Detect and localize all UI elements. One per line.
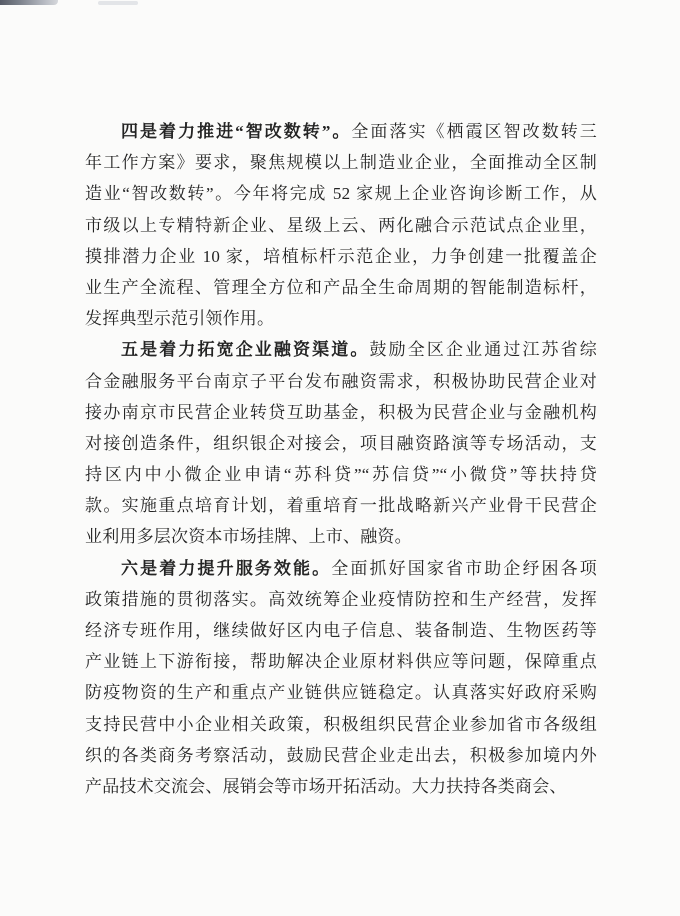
text-line bbox=[85, 615, 597, 646]
line-text: 织的各类商务考察活动，鼓励民营企业走出去，积极参加境内外 bbox=[85, 745, 597, 765]
line-text: 造业“智改数转”。今年将完成 52 家规上企业咨询诊断工作，从 bbox=[85, 184, 597, 204]
line-text: 市级以上专精特新企业、星级上云、两化融合示范试点企业里， bbox=[85, 215, 597, 235]
line-text: 对接创造条件，组织银企对接会，项目融资路演等专场活动，支 bbox=[85, 433, 597, 453]
text-line bbox=[85, 709, 597, 740]
line-text: 鼓励全区企业通过江苏省综 bbox=[369, 340, 597, 360]
text-line bbox=[85, 490, 597, 521]
paragraph-lead: 六是着力提升服务效能。 bbox=[121, 558, 332, 578]
text-line bbox=[85, 397, 597, 428]
line-text: 摸排潜力企业 10 家，培植标杆示范企业，力争创建一批覆盖企 bbox=[85, 246, 597, 266]
text-line bbox=[85, 366, 597, 397]
text-line bbox=[85, 178, 597, 209]
line-text: 政策措施的贯彻落实。高效统筹企业疫情防控和生产经营，发挥 bbox=[85, 589, 597, 609]
line-text: 防疫物资的生产和重点产业链供应链稳定。认真落实好政府采购 bbox=[85, 683, 597, 703]
paragraph-4 bbox=[85, 116, 597, 334]
text-line bbox=[85, 521, 597, 552]
line-text: 业利用多层次资本市场挂牌、上市、融资。 bbox=[85, 527, 412, 547]
line-text: 发挥典型示范引领作用。 bbox=[85, 309, 275, 329]
line-text: 全面抓好国家省市助企纾困各项 bbox=[331, 558, 597, 578]
line-text: 合金融服务平台南京子平台发布融资需求，积极协助民营企业对 bbox=[85, 371, 597, 391]
text-line bbox=[85, 116, 597, 147]
text-line bbox=[85, 771, 597, 802]
text-line bbox=[85, 646, 597, 677]
paragraph-5 bbox=[85, 334, 597, 552]
text-line bbox=[85, 241, 597, 272]
line-text: 全面落实《栖霞区智改数转三 bbox=[351, 122, 597, 141]
text-line bbox=[85, 740, 597, 771]
text-line bbox=[85, 303, 597, 334]
text-line bbox=[85, 147, 597, 178]
text-line bbox=[85, 428, 597, 459]
line-text: 款。实施重点培育计划，着重培育一批战略新兴产业骨干民营企 bbox=[85, 496, 597, 516]
line-text: 接办南京市民营企业转贷互助基金，积极为民营企业与金融机构 bbox=[85, 402, 597, 422]
line-text: 产业链上下游衔接，帮助解决企业原材料供应等问题，保障重点 bbox=[85, 652, 597, 672]
line-text: 持区内中小微企业申请“苏科贷”“苏信贷”“小微贷”等扶持贷 bbox=[85, 465, 597, 485]
text-line bbox=[85, 272, 597, 303]
text-line bbox=[85, 334, 597, 365]
text-line bbox=[85, 584, 597, 615]
line-text: 年工作方案》要求，聚焦规模以上制造业企业，全面推动全区制 bbox=[85, 153, 597, 173]
paragraph-lead: 四是着力推进“智改数转”。 bbox=[121, 122, 352, 141]
line-text: 业生产全流程、管理全方位和产品全生命周期的智能制造标杆， bbox=[85, 277, 597, 297]
line-text: 产品技术交流会、展销会等市场开拓活动。大力扶持各类商会、 bbox=[85, 776, 567, 796]
text-line bbox=[85, 553, 597, 584]
paragraph-lead: 五是着力拓宽企业融资渠道。 bbox=[121, 340, 370, 360]
line-text: 经济专班作用，继续做好区内电子信息、装备制造、生物医药等 bbox=[85, 621, 597, 640]
text-line bbox=[85, 677, 597, 708]
document-body bbox=[85, 116, 597, 802]
paragraph-6 bbox=[85, 553, 597, 803]
text-line bbox=[85, 210, 597, 241]
line-text: 支持民营中小企业相关政策，积极组织民营企业参加省市各级组 bbox=[85, 714, 597, 734]
text-line bbox=[85, 459, 597, 490]
scan-smudge-dark bbox=[0, 0, 58, 5]
scan-smudge-faint bbox=[98, 1, 138, 5]
